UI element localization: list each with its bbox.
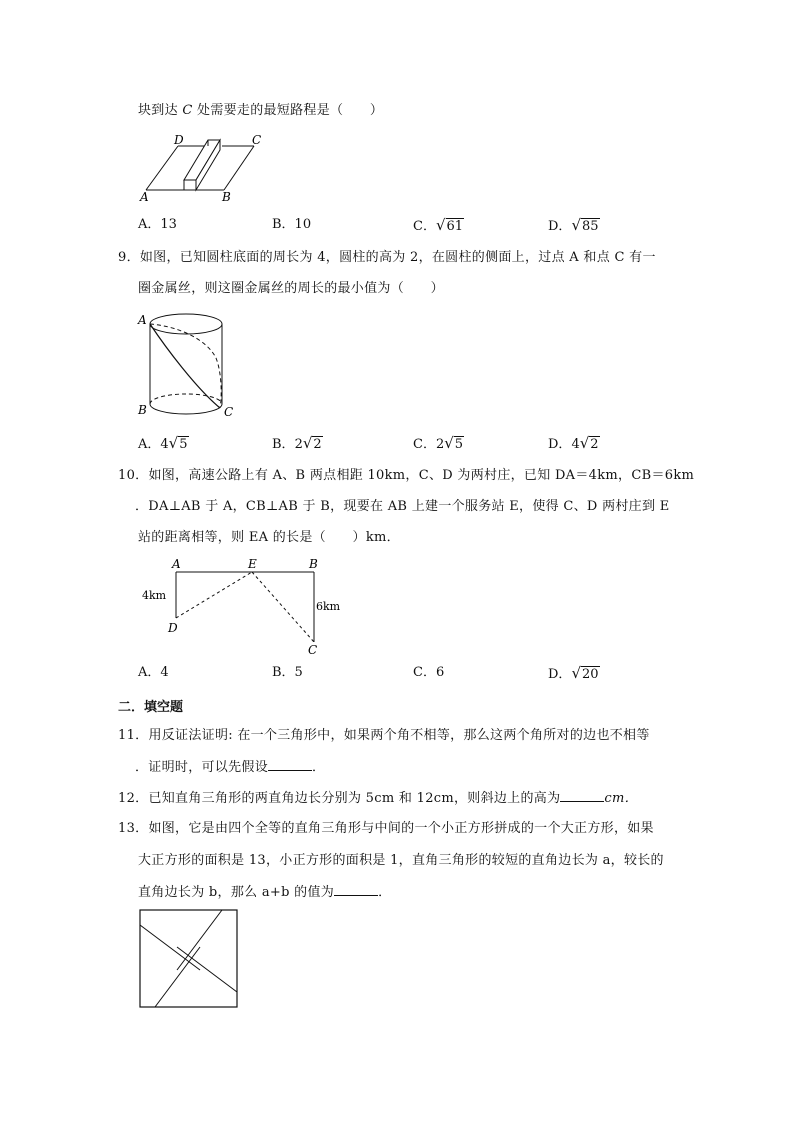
q13-answer-blank[interactable]: [334, 883, 378, 896]
q9-stem-line2: 圈金属丝，则这圈金属丝的周长的最小值为（ ）: [138, 281, 444, 296]
q12-answer-blank[interactable]: [560, 789, 604, 802]
q10-option-c[interactable]: C．6: [413, 665, 445, 680]
q9-option-d[interactable]: D．4√2: [548, 434, 599, 452]
q13-stem-line3: 直角边长为 b，那么 a+b 的值为 ．: [138, 885, 392, 900]
q9-label-a: A: [138, 313, 147, 327]
q10-label-a: A: [172, 557, 181, 571]
q8-figure-wall-path: [136, 128, 266, 204]
q10-label-c: C: [308, 643, 318, 657]
q10-option-d[interactable]: D．√20: [548, 664, 599, 682]
q13-figure-pinwheel-square: [138, 908, 240, 1010]
q9-label-c: C: [224, 405, 234, 419]
q10-option-b[interactable]: B．5: [272, 665, 303, 680]
q10-stem-line3: 站的距离相等，则 EA 的长是（ ）km．: [138, 530, 400, 545]
q9-figure-cylinder: [136, 308, 240, 426]
section-fill-in-title: 二．填空题: [118, 700, 184, 715]
q11-stem-line2: ．证明时，可以先假设 ．: [135, 760, 326, 775]
q8-label-d: D: [174, 133, 184, 147]
q9-option-a[interactable]: A．4√5: [138, 434, 188, 452]
q8-stem-continuation: 块到达 C 处需要走的最短路程是（ ）: [138, 103, 384, 118]
q10-stem-line1: 10．如图，高速公路上有 A、B 两点相距 10km，C、D 为两村庄，已知 DA＝4km，CB＝6km: [118, 468, 695, 483]
q10-option-a[interactable]: A．4: [138, 665, 169, 680]
q11-stem-line1: 11．用反证法证明: 在一个三角形中，如果两个角不相等，那么这两个角所对的边也不相等: [118, 728, 650, 743]
q11-answer-blank[interactable]: [268, 758, 312, 771]
q9-option-c[interactable]: C．2√5: [413, 434, 464, 452]
q10-label-b: B: [309, 557, 318, 571]
q10-figure-highway: [136, 554, 346, 658]
q8-label-c: C: [252, 133, 262, 147]
q8-label-b: B: [222, 190, 231, 204]
q10-stem-line2: ．DA⊥AB 于 A，CB⊥AB 于 B，现要在 AB 上建一个服务站 E，使得 C、D 两村庄到 E: [135, 499, 670, 514]
q13-stem-line2: 大正方形的面积是 13，小正方形的面积是 1，直角三角形的较短的直角边长为 a，较长的: [138, 853, 664, 868]
q9-stem-line1: 9．如图，已知圆柱底面的周长为 4，圆柱的高为 2，在圆柱的侧面上，过点 A 和点 C 有一: [118, 250, 656, 265]
q9-label-b: B: [138, 403, 147, 417]
q8-label-a: A: [140, 190, 149, 204]
q8-option-a[interactable]: A．13: [138, 217, 177, 232]
q12-stem: 12．已知直角三角形的两直角边长分别为 5cm 和 12cm，则斜边上的高为 cm．: [118, 791, 638, 806]
q8-option-b[interactable]: B．10: [272, 217, 312, 232]
q10-label-d: D: [168, 621, 178, 635]
q10-label-da: 4km: [142, 589, 167, 602]
q8-option-d[interactable]: D．√85: [548, 216, 599, 234]
q10-label-cb: 6km: [316, 600, 341, 613]
q13-stem-line1: 13．如图，它是由四个全等的直角三角形与中间的一个小正方形拼成的一个大正方形，如果: [118, 821, 654, 836]
q8-option-c[interactable]: C．√61: [413, 216, 464, 234]
q10-label-e: E: [248, 557, 257, 571]
q9-option-b[interactable]: B．2√2: [272, 434, 322, 452]
